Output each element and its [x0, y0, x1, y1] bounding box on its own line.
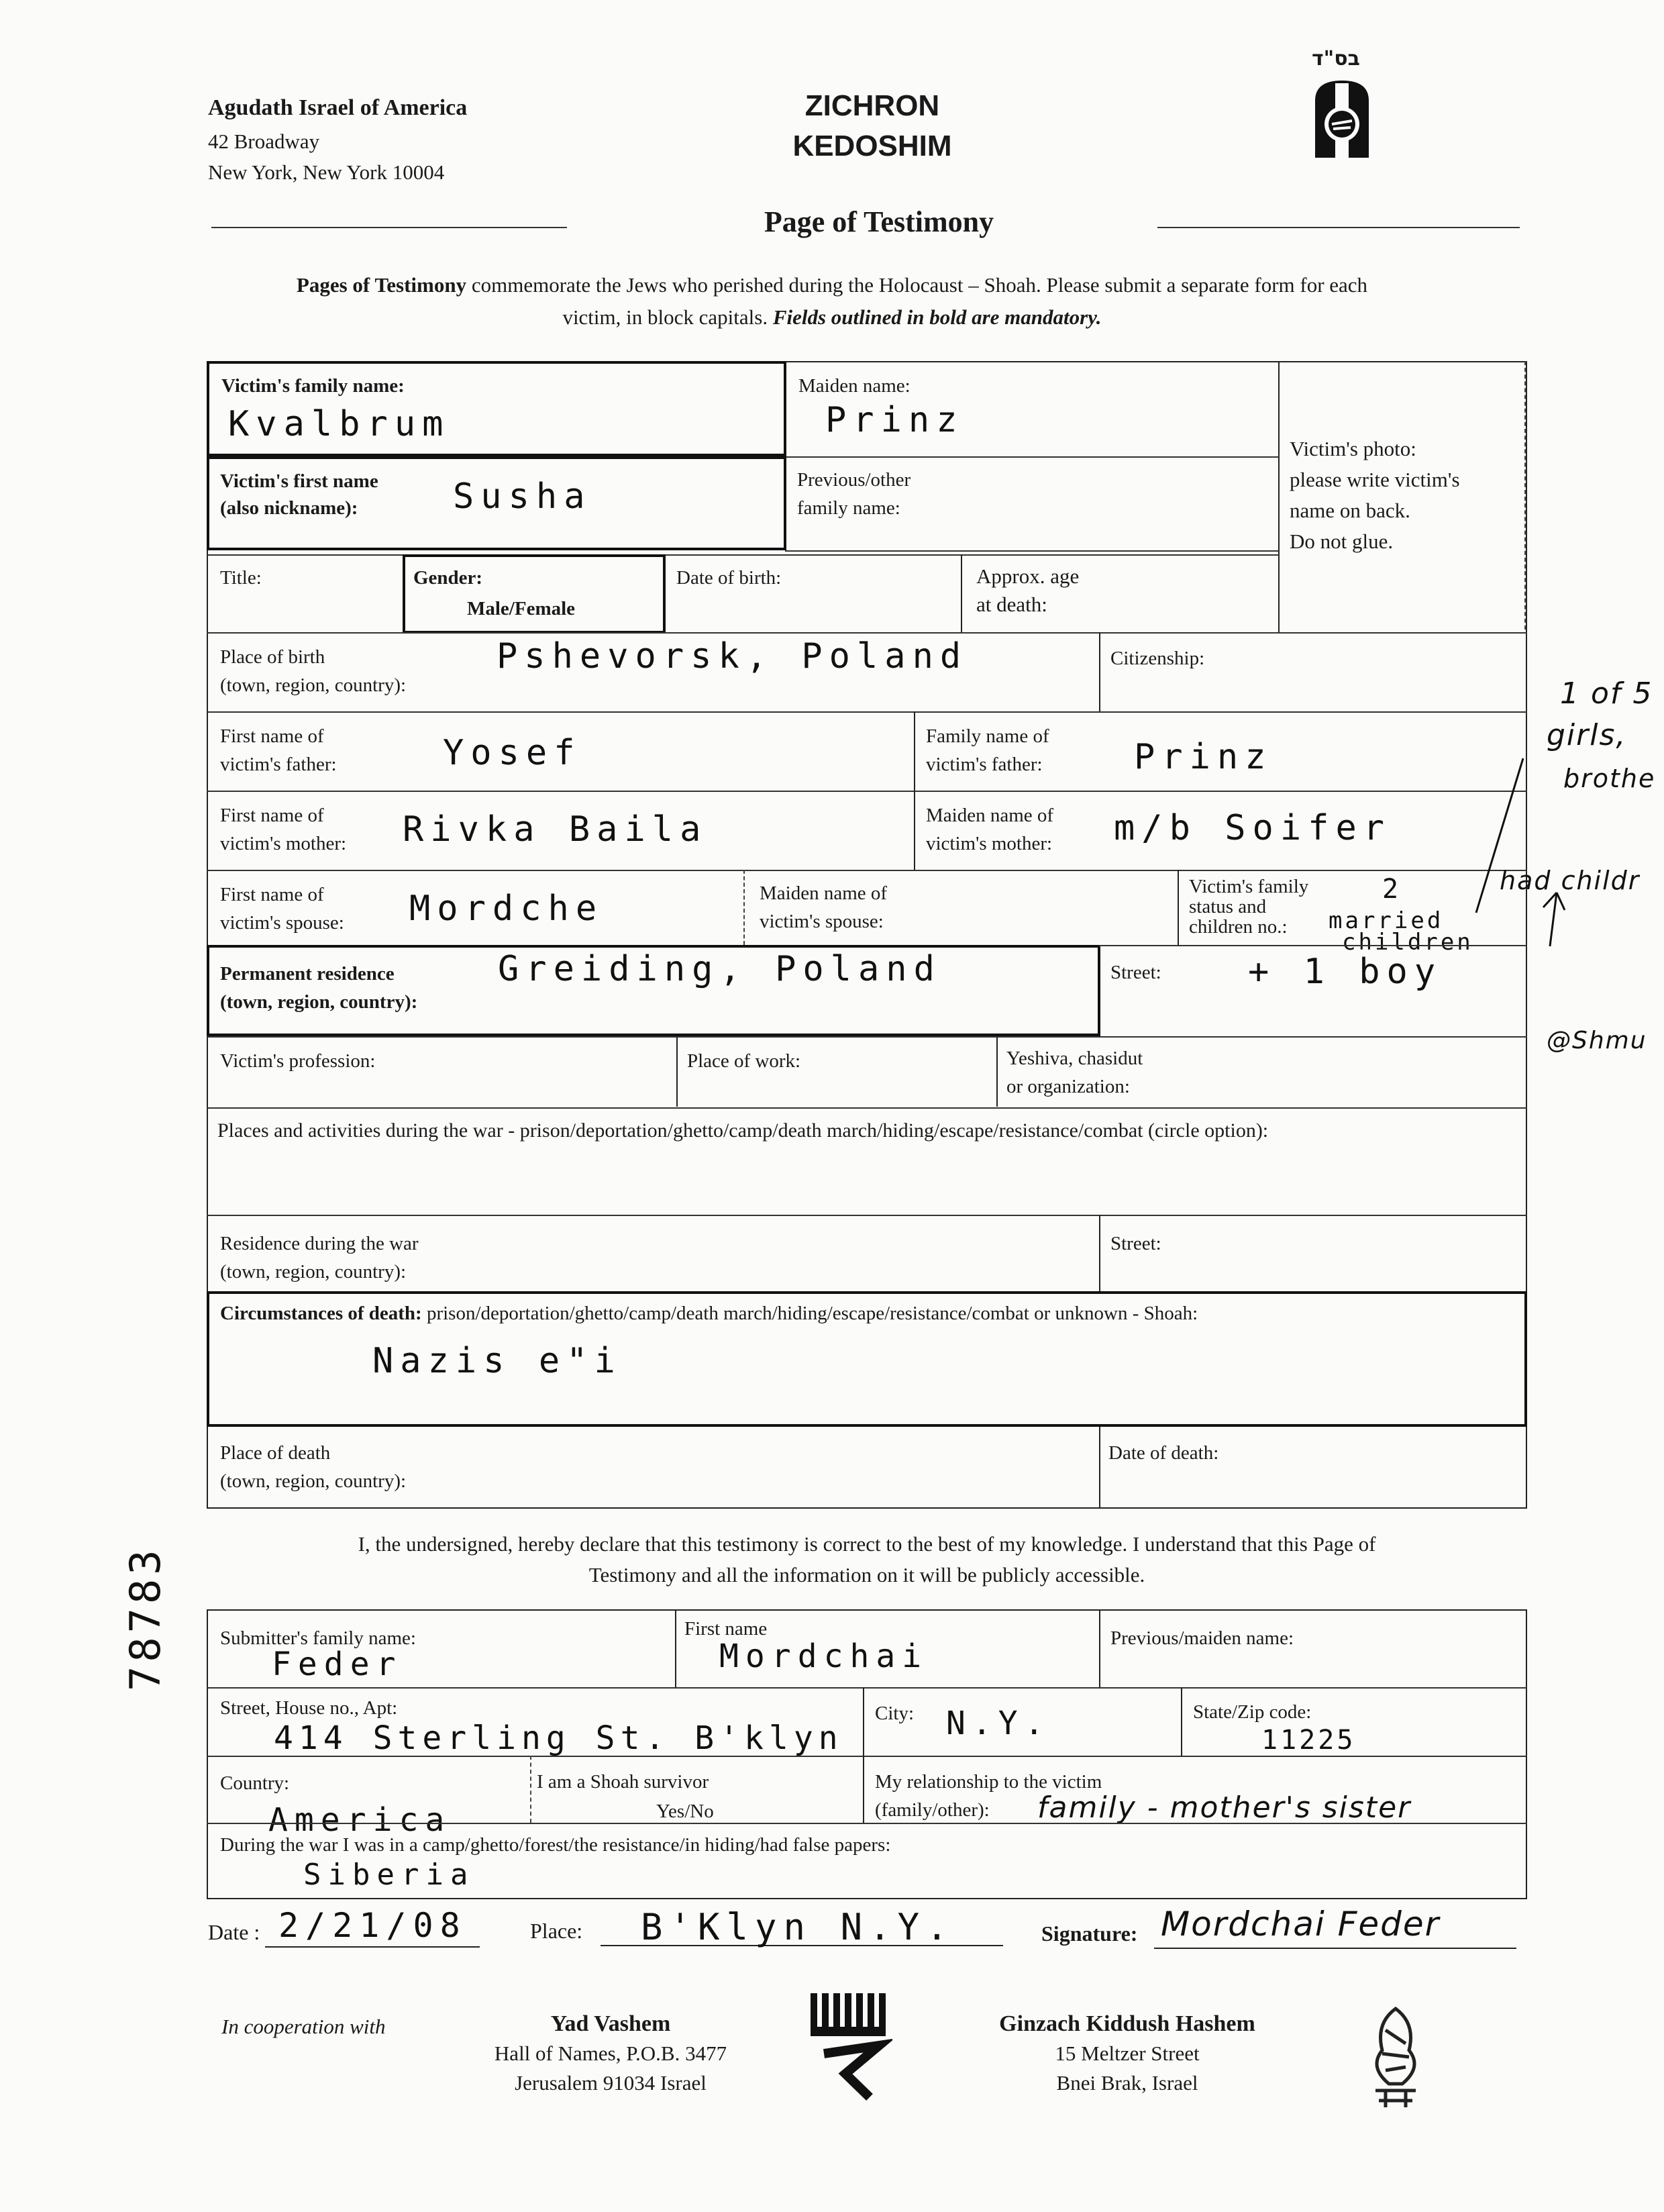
gender-options[interactable]: Male/Female: [467, 598, 576, 619]
relationship-value: family - mother's sister: [1037, 1791, 1412, 1825]
intro-mandatory-note: Fields outlined in bold are mandatory.: [772, 305, 1102, 329]
victim-first-name-label: Victim's first name: [220, 470, 378, 492]
photo-note-line3: name on back.: [1290, 499, 1410, 522]
divider: [914, 791, 915, 870]
previous-name-label: Previous/other: [797, 469, 911, 491]
margin-note-3: brothe: [1563, 764, 1656, 793]
victim-family-name-value: Kvalbrum: [228, 404, 450, 444]
spouse-maiden-name-label2: victim's spouse:: [760, 911, 884, 932]
ginzach-block: [959, 2009, 1295, 2098]
shoah-survivor-label: I am a Shoah survivor: [537, 1771, 709, 1793]
divider: [996, 1036, 998, 1107]
margin-arrows: [1449, 738, 1583, 953]
spouse-first-name-value: Mordche: [409, 889, 604, 929]
submitter-state-zip-value: 11225: [1261, 1725, 1356, 1756]
header-rule-right: [1157, 227, 1520, 228]
street-value: + 1 boy: [1248, 952, 1443, 992]
spouse-first-name-label2: victim's spouse:: [220, 912, 344, 934]
permanent-residence-label2: (town, region, country):: [220, 991, 418, 1013]
place-of-birth-label2: (town, region, country):: [220, 674, 407, 696]
intro-line2: [134, 302, 1530, 333]
family-status-value: 2: [1382, 874, 1402, 905]
family-status-label2: status and: [1189, 896, 1267, 917]
place-of-birth-label: Place of birth: [220, 646, 325, 668]
title-label: Title:: [220, 567, 262, 589]
date-of-death-label: Date of death:: [1108, 1442, 1219, 1464]
maiden-name-label: Maiden name:: [798, 375, 911, 397]
family-status-label3: children no.:: [1189, 916, 1288, 938]
divider: [207, 554, 1279, 556]
father-family-name-label: Family name of: [926, 725, 1049, 747]
submitter-country-label: Country:: [220, 1772, 290, 1794]
divider: [207, 1823, 1527, 1824]
relationship-label2: (family/other):: [875, 1799, 990, 1821]
hebrew-bsd-tag: בס"ד: [1312, 47, 1360, 70]
divider: [207, 1687, 1527, 1689]
place-value: B'Klyn N.Y.: [641, 1906, 955, 1948]
submitter-country-value: America: [268, 1801, 452, 1839]
submitter-state-zip-label: State/Zip code:: [1193, 1701, 1312, 1723]
spouse-maiden-name-label: Maiden name of: [760, 883, 888, 904]
place-of-work-label: Place of work:: [687, 1050, 801, 1072]
father-family-name-label2: victim's father:: [926, 754, 1043, 775]
ginzach-addr1: 15 Meltzer Street: [1055, 2042, 1200, 2065]
intro-line2-plain: victim, in block capitals.: [562, 305, 773, 329]
photo-note-line2: please write victim's: [1290, 468, 1460, 491]
divider: [863, 1687, 864, 1756]
divider: [785, 456, 1279, 458]
gender-label: Gender:: [413, 567, 483, 589]
maiden-name-value: Prinz: [825, 400, 964, 440]
date-line: [265, 1946, 480, 1948]
yad-vashem-addr2: Jerusalem 91034 Israel: [515, 2071, 707, 2095]
yeshiva-label2: or organization:: [1006, 1076, 1130, 1097]
family-status-label: Victim's family: [1189, 876, 1309, 897]
ginzach-addr2: Bnei Brak, Israel: [1056, 2071, 1198, 2095]
permanent-residence-value: Greiding, Poland: [498, 949, 941, 989]
divider: [207, 1036, 1527, 1038]
intro-line1: [134, 270, 1530, 301]
yeshiva-label: Yeshiva, chasidut: [1006, 1048, 1143, 1069]
circumstances-label-bold: Circumstances of death:: [220, 1303, 422, 1324]
place-of-death-label2: (town, region, country):: [220, 1470, 407, 1492]
father-family-name-value: Prinz: [1134, 737, 1273, 777]
photo-note-line4: Do not glue.: [1290, 530, 1394, 553]
ginzach-name: Ginzach Kiddush Hashem: [999, 2011, 1255, 2036]
divider: [207, 1215, 1527, 1216]
submitter-family-name-value: Feder: [272, 1646, 403, 1683]
yad-vashem-menorah-logo: [805, 1987, 892, 2104]
family-status-children: children: [1342, 929, 1473, 956]
divider: [1278, 361, 1280, 633]
spouse-first-name-label: First name of: [220, 884, 324, 905]
relationship-label: My relationship to the victim: [875, 1771, 1102, 1793]
declaration-line1: I, the undersigned, hereby declare that this testimony is correct to the best of my knowledge. I understand that this Page of: [358, 1532, 1376, 1556]
submitter-previous-name-label: Previous/maiden name:: [1110, 1627, 1294, 1649]
signature-line: [1154, 1948, 1516, 1949]
submitter-war-label: During the war I was in a camp/ghetto/forest/the resistance/in hiding/had false papers:: [220, 1834, 891, 1856]
war-places-label: Places and activities during the war - prison/deportation/ghetto/camp/death march/hiding/escape/resistance/combat (circle option):: [217, 1119, 1269, 1142]
previous-name-label2: family name:: [797, 497, 900, 519]
submitter-city-value: N.Y.: [946, 1705, 1051, 1742]
divider: [207, 1756, 1527, 1757]
place-of-birth-value: Pshevorsk, Poland: [497, 636, 968, 676]
divider: [961, 554, 962, 634]
page-title: Page of Testimony: [764, 205, 994, 238]
mother-maiden-name-value: m/b Soifer: [1114, 808, 1392, 848]
intro-bold: Pages of Testimony: [296, 273, 467, 297]
org-address-line2: New York, New York 10004: [208, 160, 445, 184]
divider: [675, 1609, 676, 1687]
war-street-label: Street:: [1110, 1233, 1161, 1254]
circumstances-value: Nazis e"i: [372, 1341, 622, 1381]
divider: [743, 870, 745, 945]
divider: [676, 1036, 678, 1107]
submitter-street-label: Street, House no., Apt:: [220, 1697, 398, 1719]
cooperation-note: In cooperation with: [221, 2015, 386, 2038]
war-residence-label2: (town, region, country):: [220, 1261, 407, 1283]
org-address-line1: 42 Broadway: [208, 130, 320, 153]
profession-label: Victim's profession:: [220, 1050, 376, 1072]
date-label: Date :: [208, 1920, 260, 1944]
divider: [1099, 1427, 1100, 1509]
mother-first-name-label: First name of: [220, 805, 324, 826]
citizenship-label: Citizenship:: [1110, 648, 1205, 669]
mother-first-name-label2: victim's mother:: [220, 833, 347, 854]
father-first-name-label2: victim's father:: [220, 754, 337, 775]
divider: [1181, 1687, 1182, 1756]
age-at-death-label: Approx. age: [976, 564, 1080, 588]
divider: [207, 791, 1527, 792]
shoah-survivor-options[interactable]: Yes/No: [656, 1801, 714, 1822]
war-residence-label: Residence during the war: [220, 1233, 419, 1254]
divider: [207, 870, 1527, 871]
photo-area-edge: [1524, 361, 1526, 630]
submitter-first-name-value: Mordchai: [719, 1638, 929, 1675]
margin-note-2: girls,: [1547, 718, 1627, 752]
title-zichron: ZICHRON: [804, 89, 940, 122]
submitter-first-name-label: First name: [684, 1618, 768, 1640]
divider: [863, 1756, 864, 1823]
yad-vashem-addr1: Hall of Names, P.O.B. 3477: [494, 2042, 727, 2065]
mother-maiden-name-label: Maiden name of: [926, 805, 1054, 826]
title-kedoshim: KEDOSHIM: [792, 130, 952, 162]
family-status-married: married: [1329, 907, 1444, 934]
submitter-street-value: 414 Sterling St. B'klyn: [274, 1719, 843, 1757]
divider: [1099, 1215, 1100, 1293]
circumstances-label-rest: prison/deportation/ghetto/camp/death march/hiding/escape/resistance/combat or unknown - Shoah:: [421, 1303, 1198, 1324]
ginzach-emblem-logo: [1362, 2003, 1429, 2111]
header-rule-left: [211, 227, 567, 228]
submitter-city-label: City:: [875, 1703, 915, 1724]
victim-first-name-label2: (also nickname):: [220, 497, 358, 519]
divider: [207, 711, 1527, 713]
zichron-kedoshim-logo: [1305, 74, 1379, 161]
divider: [914, 711, 915, 791]
date-value: 2/21/08: [278, 1906, 467, 1945]
divider: [207, 632, 1527, 634]
submitter-family-name-label: Submitter's family name:: [220, 1627, 416, 1649]
divider: [785, 550, 1279, 552]
margin-note-1: 1 of 5: [1560, 676, 1653, 711]
permanent-residence-label: Permanent residence: [220, 963, 395, 985]
father-first-name-label: First name of: [220, 725, 324, 747]
signature-value: Mordchai Feder: [1161, 1905, 1441, 1944]
photo-note-line1: Victim's photo:: [1290, 437, 1416, 460]
victim-family-name-label: Victim's family name:: [221, 375, 405, 397]
margin-note-4: had childr: [1500, 866, 1641, 895]
street-label: Street:: [1110, 962, 1161, 983]
divider: [207, 1107, 1527, 1109]
divider: [1178, 870, 1179, 945]
dob-label: Date of birth:: [676, 567, 782, 589]
divider: [530, 1756, 531, 1823]
intro-rest: commemorate the Jews who perished during the Holocaust – Shoah. Please submit a separate form for each: [466, 273, 1368, 297]
divider: [1099, 1609, 1100, 1687]
yad-vashem-name: Yad Vashem: [550, 2011, 671, 2036]
submitter-war-value: Siberia: [303, 1858, 475, 1892]
margin-note-5: @Shmu: [1547, 1027, 1647, 1054]
circumstances-label: [220, 1301, 1198, 1326]
father-first-name-value: Yosef: [443, 733, 582, 773]
place-label: Place:: [530, 1919, 583, 1943]
mother-first-name-value: Rivka Baila: [403, 809, 708, 850]
side-number: 78783: [121, 1546, 170, 1691]
yad-vashem-block: [456, 2009, 765, 2098]
declaration-line2: Testimony and all the information on it will be publicly accessible.: [588, 1563, 1145, 1587]
age-at-death-label2: at death:: [976, 593, 1047, 616]
org-name: Agudath Israel of America: [208, 95, 468, 120]
place-of-death-label: Place of death: [220, 1442, 331, 1464]
signature-label: Signature:: [1041, 1921, 1138, 1946]
mother-maiden-name-label2: victim's mother:: [926, 833, 1053, 854]
victim-first-name-value: Susha: [453, 476, 592, 517]
divider: [1099, 632, 1100, 711]
